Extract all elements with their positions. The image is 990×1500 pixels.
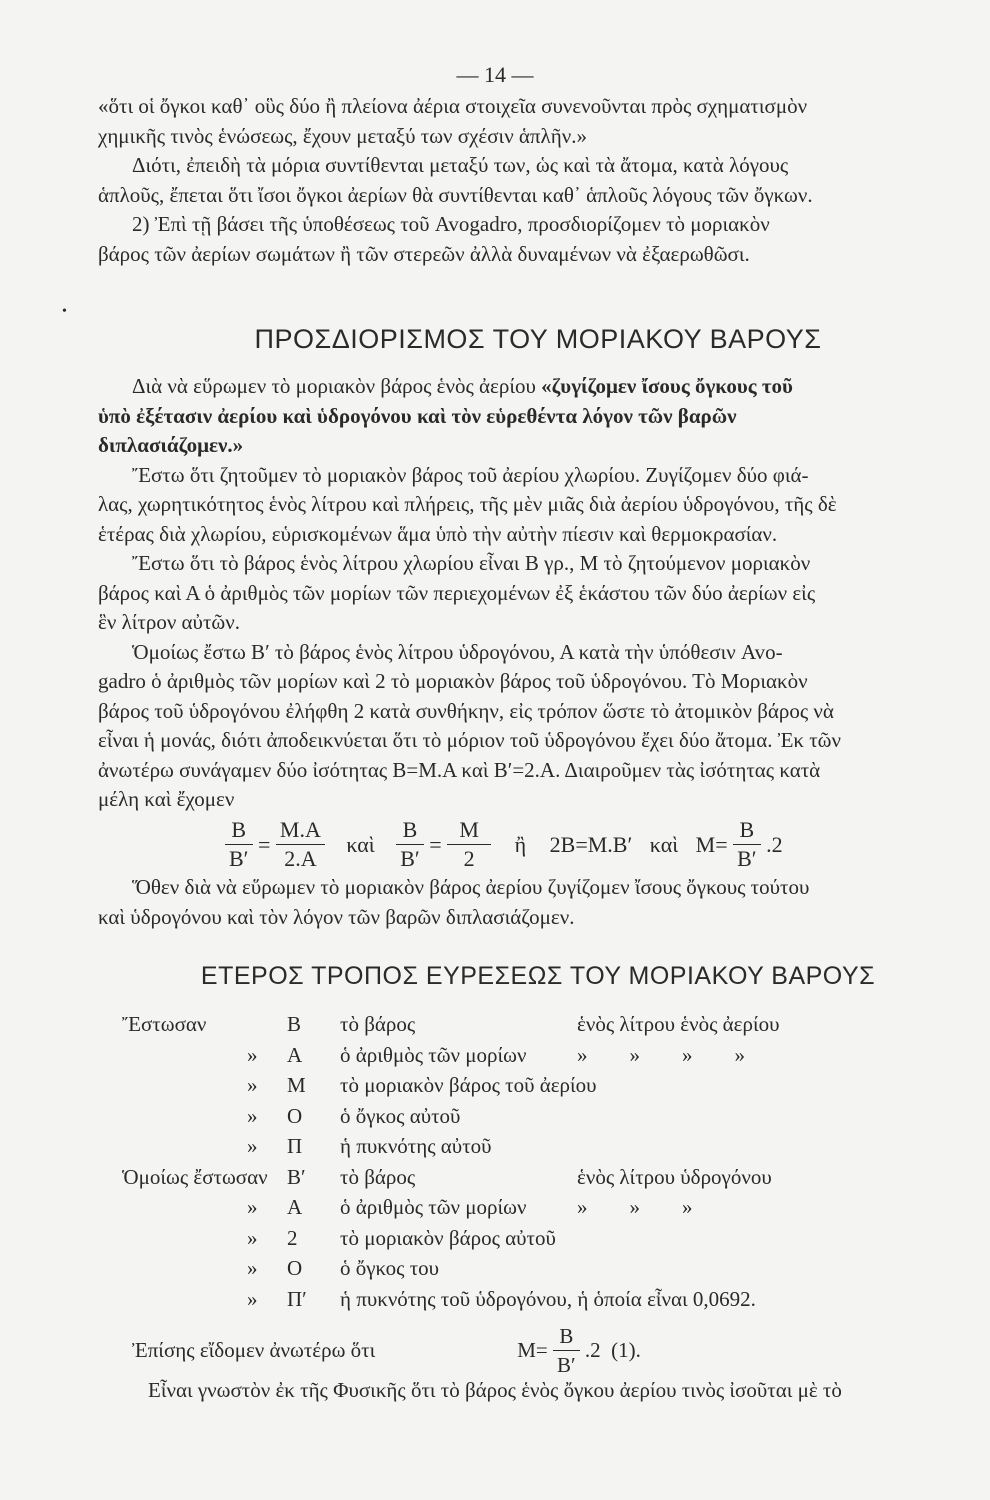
text-fragment: Διὰ νὰ εὕρωμεν τὸ μοριακὸν βάρος ἑνὸς ἀερίου xyxy=(132,374,542,398)
table-row: » Μ τὸ μοριακὸν βάρος τοῦ ἀερίου xyxy=(247,1073,597,1097)
table-row: » 2 τὸ μοριακὸν βάρος αὐτοῦ xyxy=(247,1225,556,1250)
fraction: $\frac{B}{B'}$ xyxy=(225,816,253,873)
text-line: 2) Ἐπὶ τῇ βάσει τῆς ὑποθέσεως τοῦ Avogadro, προσδιορίζομεν τὸ μοριακὸν xyxy=(132,212,770,236)
fraction: $\frac{M}{2}$ xyxy=(447,816,491,873)
equals-sign: = xyxy=(429,831,442,857)
fraction: $\frac{B}{B'}$ xyxy=(733,816,761,873)
fraction: $\frac{B}{B'}$ xyxy=(396,816,424,873)
bold-rule-line: διπλασιάζομεν.» xyxy=(98,433,244,457)
equation-term: Μ= xyxy=(517,1338,548,1362)
section-heading-molar-weight: ΠΡΟΣΔΙΟΡΙΣΜΟΣ ΤΟΥ ΜΟΡΙΑΚΟΥ ΒΑΡΟΥΣ xyxy=(254,324,822,354)
text-line: βάρος τοῦ ὑδρογόνου ἐλήφθη 2 κατὰ συνθήκην, εἰς τρόπον ὥστε τὸ ἀτομικὸν βάρος νὰ xyxy=(98,698,834,723)
text-line: λας, χωρητικότητος ἑνὸς λίτρου καὶ πλήρεις, τῆς μὲν μιᾶς διὰ ἀερίου ὑδρογόνου, τῆς δὲ xyxy=(98,492,837,516)
text-line: βάρος καὶ Α ὁ ἀριθμὸς τῶν μορίων τῶν περιεχομένων ἐξ ἑκάστου τῶν δύο ἀερίων εἰς xyxy=(98,580,816,605)
text-line: ἀνωτέρω συνάγαμεν δύο ἰσότητας Β=Μ.Α καὶ Β′=2.Α. Διαιροῦμεν τὰς ἰσότητας κατὰ xyxy=(98,757,821,782)
fraction: $\frac{M.A}{2.A}$ xyxy=(276,816,325,873)
text-line: χημικῆς τινὸς ἑνώσεως, ἔχουν μεταξύ των σχέσιν ἁπλῆν.» xyxy=(98,123,587,148)
equation-term: .2 (1). xyxy=(584,1338,641,1362)
table-row: » Ο ὁ ὄγκος του xyxy=(247,1256,440,1280)
table-row: Ὁμοίως ἔστωσαν Β′ τὸ βάρος ἑνὸς λίτρου ὑδρογόνου xyxy=(122,1164,772,1189)
text-line: gadro ὁ ἀριθμὸς τῶν μορίων καὶ 2 τὸ μοριακὸν βάρος τοῦ ὑδρογόνου. Τὸ Μοριακὸν xyxy=(98,669,808,693)
table-row: » Ο ὁ ὄγκος αὐτοῦ xyxy=(247,1103,461,1128)
text-line: Ὁμοίως ἔστω Β′ τὸ βάρος ἑνὸς λίτρου ὑδρογόνου, Α κατὰ τὴν ὑπόθεσιν Avo- xyxy=(132,639,783,664)
equation-term: Μ= xyxy=(695,831,728,857)
bold-rule-line: ὑπὸ ἐξέτασιν ἀερίου καὶ ὑδρογόνου καὶ τὸν εὑρεθέντα λόγον τῶν βαρῶν xyxy=(98,403,737,428)
intro-paragraph xyxy=(98,92,978,269)
conclusion-paragraph xyxy=(98,873,978,932)
text-line: βάρος τῶν ἀερίων σωμάτων ἢ τῶν στερεῶν ἀλλὰ δυναμένων νὰ ἐξαερωθῶσι. xyxy=(98,241,750,266)
table-row: » Π′ ἡ πυκνότης τοῦ ὑδρογόνου, ἡ ὁποία εἶναι 0,0692. xyxy=(247,1286,756,1311)
text-line: ἑτέρας διὰ χλωρίου, εὑρισκομένων ἅμα ὑπὸ τὴν αὐτὴν πίεσιν καὶ θερμοκρασίαν. xyxy=(98,521,778,546)
text-line: μέλη καὶ ἔχομεν xyxy=(98,787,235,811)
section-heading-other-method: ΕΤΕΡΟΣ ΤΡΟΠΟΣ ΕΥΡΕΣΕΩΣ ΤΟΥ ΜΟΡΙΑΚΟΥ ΒΑΡΟΥΣ xyxy=(200,962,876,990)
also-equation-line xyxy=(132,1322,641,1379)
definitions-table xyxy=(122,1012,942,1317)
text-line xyxy=(98,372,978,402)
text-line: Εἶναι γνωστὸν ἐκ τῆς Φυσικῆς ὅτι τὸ βάρος ἑνὸς ὄγκου ἀερίου τινὸς ἰσοῦται μὲ τὸ xyxy=(148,1378,842,1402)
conjunction: ἢ xyxy=(514,831,527,857)
text-line: Ἔστω ὅτι τὸ βάρος ἑνὸς λίτρου χλωρίου εἶναι Β γρ., Μ τὸ ζητούμενον μοριακὸν xyxy=(132,551,811,575)
text-line: Ὅθεν διὰ νὰ εὕρωμεν τὸ μοριακὸν βάρος ἀερίου ζυγίζομεν ἴσους ὄγκους τούτου xyxy=(132,875,810,899)
text-line: ἁπλοῦς, ἔπεται ὅτι ἴσοι ὄγκοι ἀερίων θὰ συντίθενται καθ᾽ ἁπλοῦς λόγους τῶν ὄγκων. xyxy=(98,182,813,207)
conjunction: καὶ xyxy=(346,831,375,857)
table-row: Ἔστωσαν Β τὸ βάρος ἑνὸς λίτρου ἑνὸς ἀερίου xyxy=(122,1012,780,1036)
equation-term: .2 xyxy=(766,831,783,857)
ratio-equation xyxy=(225,816,783,873)
text-line: ἓν λίτρον αὐτῶν. xyxy=(98,610,240,634)
text-line: Διότι, ἐπειδὴ τὰ μόρια συντίθενται μεταξύ των, ὡς καὶ τὰ ἄτομα, κατὰ λόγους xyxy=(132,153,789,177)
page-number: — 14 — xyxy=(456,62,534,87)
equation-term: 2Β=Μ.Β′ xyxy=(549,831,633,857)
table-row: » Α ὁ ἀριθμὸς τῶν μορίων » » » xyxy=(247,1195,693,1219)
text-line: καὶ ὑδρογόνου καὶ τὸν λόγον τῶν βαρῶν διπλασιάζομεν. xyxy=(98,904,575,929)
table-row: » Α ὁ ἀριθμὸς τῶν μορίων » » » » xyxy=(247,1042,745,1067)
text-line: Ἔστω ὅτι ζητοῦμεν τὸ μοριακὸν βάρος τοῦ ἀερίου χλωρίου. Ζυγίζομεν δύο φιά- xyxy=(132,462,809,487)
bold-rule: «ζυγίζομεν ἴσους ὄγκους τοῦ xyxy=(541,374,793,398)
fraction: $\frac{B}{B'}$ xyxy=(553,1322,580,1379)
text-line: εἶναι ἡ μονάς, διότι ἀποδεικνύεται ὅτι τὸ μόριον τοῦ ὑδρογόνου ἔχει δύο ἄτομα. Ἐκ τῶν xyxy=(98,728,841,752)
equals-sign: = xyxy=(258,831,271,857)
bullet-mark: • xyxy=(62,304,67,319)
text-line: «ὅτι οἱ ὄγκοι καθ᾽ οὓς δύο ἢ πλείονα ἀέρια στοιχεῖα συνενοῦνται πρὸς σχηματισμὸν xyxy=(98,94,808,118)
conjunction: καὶ xyxy=(649,831,679,857)
method-paragraph xyxy=(98,372,978,815)
table-row: » Π ἡ πυκνότης αὐτοῦ xyxy=(247,1134,492,1158)
text-fragment: Ἐπίσης εἴδομεν ἀνωτέρω ὅτι xyxy=(132,1338,376,1362)
